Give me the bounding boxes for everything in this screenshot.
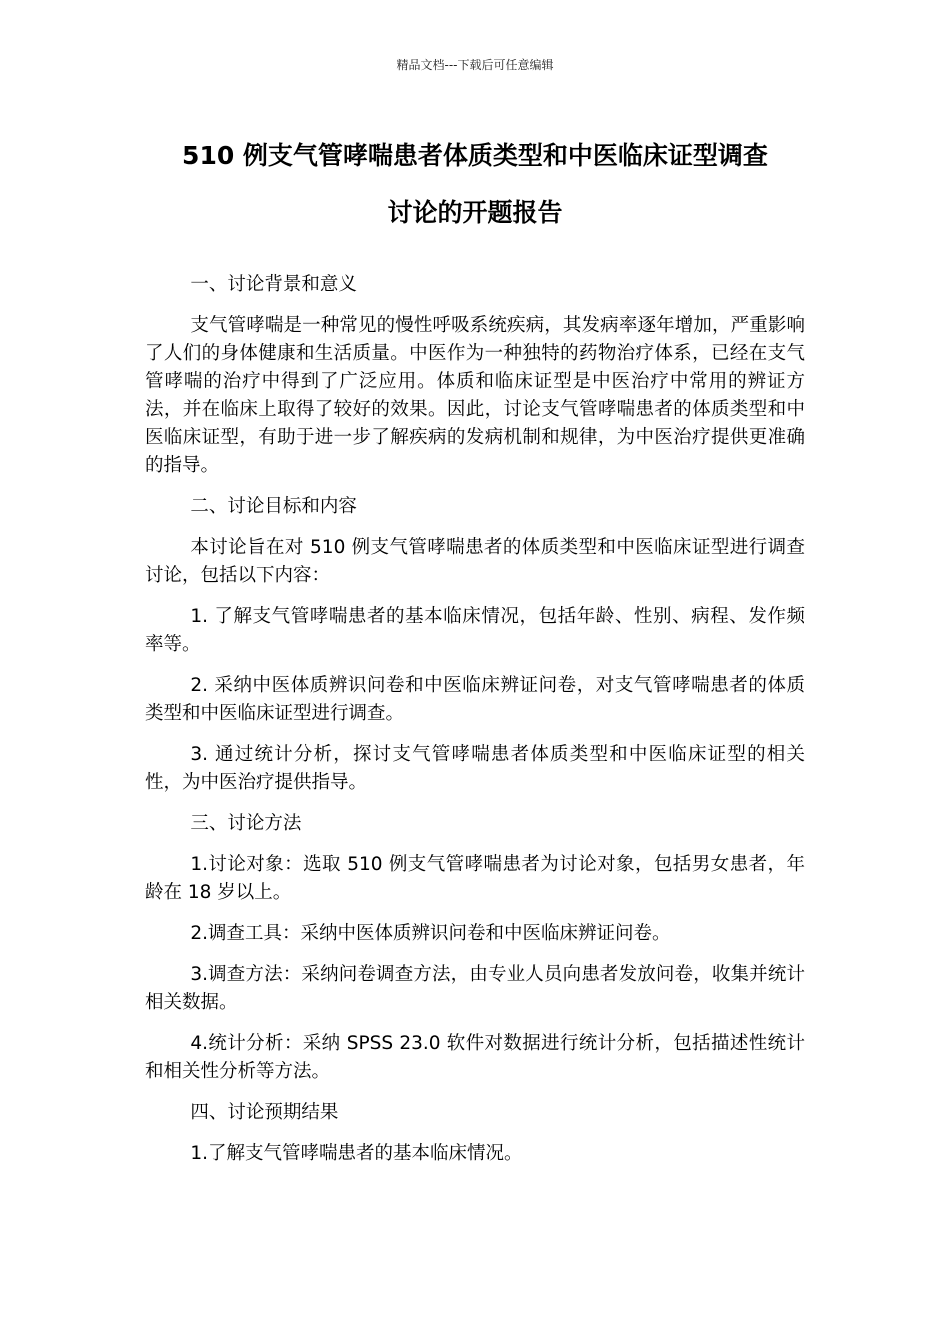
document-title-line-1: 510 例支气管哮喘患者体质类型和中医临床证型调查 — [182, 141, 768, 170]
paragraph-background: 支气管哮喘是一种常见的慢性呼吸系统疾病，其发病率逐年增加，严重影响了人们的身体健康和生活质量。中医作为一种独特的药物治疗体系，已经在支气管哮喘的治疗中得到了广泛应用。体质和临床证型是中医治疗中常用的辨证方法，并在临床上取得了较好的效果。因此，讨论支气管哮喘患者的体质类型和中医临床证型，有助于进一步了解疾病的发病机制和规律，为中医治疗提供更准确的指导。 — [145, 315, 805, 476]
section-heading-goals: 二、讨论目标和内容 — [190, 496, 357, 517]
result-item-1: 1.了解支气管哮喘患者的基本临床情况。 — [190, 1143, 523, 1164]
method-item-2: 2.调查工具：采纳中医体质辨识问卷和中医临床辨证问卷。 — [190, 923, 671, 944]
goal-item-2: 2. 采纳中医体质辨识问卷和中医临床辨证问卷，对支气管哮喘患者的体质类型和中医临床证型进行调查。 — [145, 675, 805, 724]
section-heading-expected-results: 四、讨论预期结果 — [190, 1102, 339, 1123]
paragraph-goals-intro: 本讨论旨在对 510 例支气管哮喘患者的体质类型和中医临床证型进行调查讨论，包括以下内容： — [145, 537, 805, 586]
section-heading-methods: 三、讨论方法 — [190, 813, 302, 834]
method-item-3: 3.调查方法：采纳问卷调查方法，由专业人员向患者发放问卷，收集并统计相关数据。 — [145, 964, 805, 1013]
goal-item-3: 3. 通过统计分析，探讨支气管哮喘患者体质类型和中医临床证型的相关性，为中医治疗提供指导。 — [145, 744, 805, 793]
page-header: 精品文档---下载后可任意编辑 — [396, 58, 554, 72]
method-item-1: 1.讨论对象：选取 510 例支气管哮喘患者为讨论对象，包括男女患者，年龄在 18 岁以上。 — [145, 854, 805, 903]
document-title-line-2: 讨论的开题报告 — [387, 198, 563, 227]
goal-item-1: 1. 了解支气管哮喘患者的基本临床情况，包括年龄、性别、病程、发作频率等。 — [145, 606, 805, 655]
method-item-4: 4.统计分析：采纳 SPSS 23.0 软件对数据进行统计分析，包括描述性统计和相关性分析等方法。 — [145, 1033, 805, 1082]
document-body — [145, 271, 805, 1181]
section-heading-background: 一、讨论背景和意义 — [190, 274, 357, 295]
